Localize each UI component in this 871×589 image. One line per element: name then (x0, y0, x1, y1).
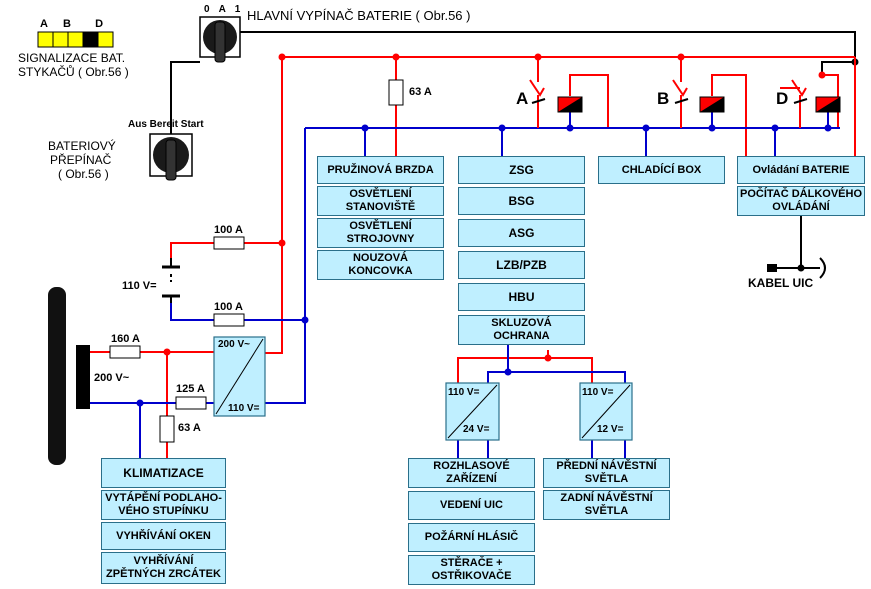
fuse-63a-bottom-label: 63 A (178, 422, 201, 434)
box-osvetleni-strojovny: OSVĚTLENÍ STROJOVNY (317, 218, 444, 248)
fuse-125a (176, 397, 206, 409)
box-zsg: ZSG (458, 156, 585, 184)
box-vedeni-uic: VEDENÍ UIC (408, 491, 535, 520)
box-lzb-pzb: LZB/PZB (458, 251, 585, 279)
box-zadni-navestni-svetla: ZADNÍ NÁVĚSTNÍ SVĚTLA (543, 490, 670, 520)
main-switch-knob (200, 17, 240, 62)
blue-12v-out (592, 440, 625, 458)
signal-label-2: STYKAČŮ ( Obr.56 ) (18, 65, 129, 79)
contactor-a-label: A (516, 89, 529, 108)
box-pruzinova-brzda: PRUŽINOVÁ BRZDA (317, 156, 444, 184)
box-vytapeni-stupinku: VYTÁPĚNÍ PODLAHO- VÉHO STUPÍNKU (101, 490, 226, 520)
converter-out-voltage: 110 V= (228, 403, 260, 414)
blue-24v-out (458, 440, 488, 458)
box-bsg: BSG (458, 187, 585, 215)
box-asg: ASG (458, 219, 585, 247)
converter-in-voltage: 200 V~ (218, 339, 250, 350)
battery-switch-knob (150, 134, 192, 180)
kabel-uic-label: KABEL UIC (748, 276, 814, 290)
battery-switch-positions: Aus Bereit Start (128, 119, 204, 130)
blue-battery-neg (171, 298, 214, 320)
blue-to-dc-converters (488, 345, 625, 383)
battery-voltage: 110 V= (122, 280, 157, 292)
conv12-out-voltage: 12 V= (597, 424, 624, 435)
fuse-63a-bottom (160, 416, 174, 442)
fuse-160a (110, 346, 140, 358)
box-ovladani-baterie: Ovládání BATERIE (737, 156, 865, 184)
uic-connector (820, 258, 825, 278)
box-chladici-box: CHLADÍCÍ BOX (598, 156, 725, 184)
contactor-d-label: D (776, 89, 789, 108)
ac-supply-bar (48, 287, 66, 465)
control-wire-main-switch (240, 32, 855, 135)
box-vyhrivani-zrcatek: VYHŘÍVÁNÍ ZPĚTNÝCH ZRCÁTEK (101, 552, 226, 584)
red-b-circuit (712, 75, 746, 156)
red-d-loop (822, 75, 838, 96)
contactor-b-label: B (657, 89, 670, 108)
box-nouzova-koncovka: NOUZOVÁ KONCOVKA (317, 250, 444, 280)
box-pozarni-hlasic: POŽÁRNÍ HLÁSIČ (408, 523, 535, 552)
blue-to-converter (265, 320, 305, 403)
box-vyhrivani-oken: VYHŘÍVÁNÍ OKEN (101, 522, 226, 550)
signal-label-1: SIGNALIZACE BAT. (18, 51, 126, 65)
fuse-125a-label: 125 A (176, 383, 205, 395)
box-rozhlasove-zarizeni: ROZHLASOVÉ ZAŘÍZENÍ (408, 458, 535, 488)
fuse-100a-top (214, 237, 244, 249)
box-predni-navestni-svetla: PŘEDNÍ NÁVĚSTNÍ SVĚTLA (543, 458, 670, 488)
fuse-100a-bottom-label: 100 A (214, 301, 243, 313)
conv24-out-voltage: 24 V= (463, 424, 490, 435)
battery-symbol (162, 258, 180, 303)
signal-lamps (38, 32, 113, 47)
main-switch-title: HLAVNÍ VYPÍNAČ BATERIE ( Obr.56 ) (247, 8, 471, 23)
red-trunk-left (265, 57, 282, 353)
fuse-100a-bottom (214, 314, 244, 326)
signal-letters: A B D (40, 18, 110, 30)
conv24-in-voltage: 110 V= (448, 387, 480, 398)
ac-connector (76, 345, 90, 409)
battery-switch-label-3: ( Obr.56 ) (58, 167, 109, 181)
contactor-a (530, 80, 582, 128)
fuse-63a-top (389, 80, 403, 105)
box-osvetleni-stanoviste: OSVĚTLENÍ STANOVIŠTĚ (317, 186, 444, 216)
main-switch-positions: 0A1 (204, 4, 250, 15)
uic-plug (767, 264, 777, 272)
red-to-dc-converters (458, 350, 592, 383)
fuse-100a-top-label: 100 A (214, 224, 243, 236)
box-skluzova-ochrana: SKLUZOVÁ OCHRANA (458, 315, 585, 345)
ac-voltage: 200 V~ (94, 372, 130, 384)
box-pocitac-dalkoveho-ovladani: POČÍTAČ DÁLKOVÉHO OVLÁDÁNÍ (737, 186, 865, 216)
battery-switch-label-1: BATERIOVÝ (48, 139, 116, 153)
battery-switch-label-2: PŘEPÍNAČ (50, 153, 112, 167)
fuse-160a-label: 160 A (111, 333, 140, 345)
box-klimatizace: KLIMATIZACE (101, 458, 226, 488)
conv12-in-voltage: 110 V= (582, 387, 614, 398)
fuse-63a-top-label: 63 A (409, 86, 432, 98)
contactor-b (673, 80, 724, 128)
box-hbu: HBU (458, 283, 585, 311)
box-sterace-ostrikovace: STĚRAČE + OSTŘIKOVAČE (408, 555, 535, 585)
blue-trunk-left (244, 128, 305, 320)
